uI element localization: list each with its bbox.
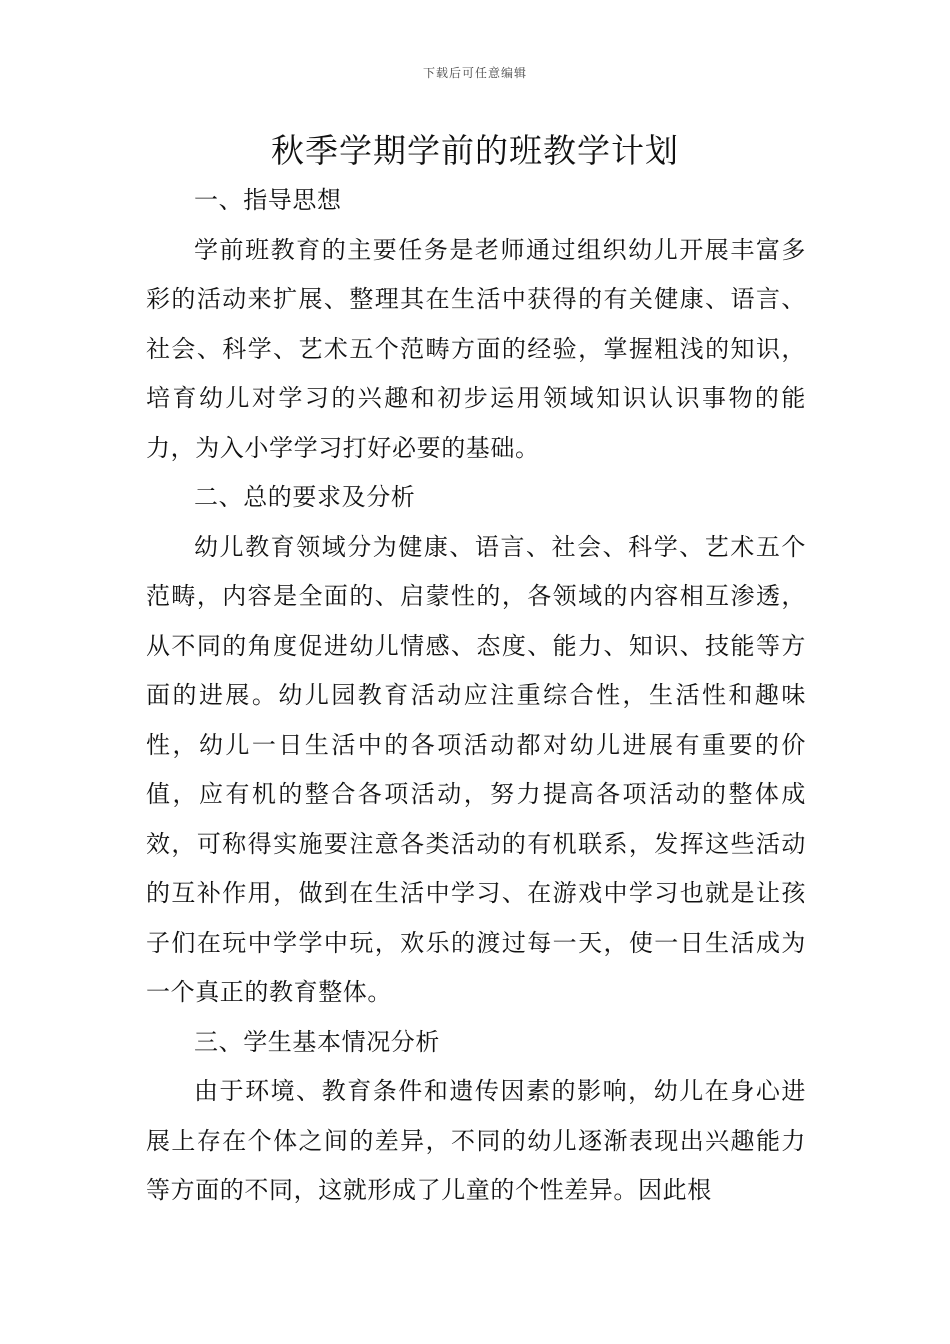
section-paragraph-1: 学前班教育的主要任务是老师通过组织幼儿开展丰富多彩的活动来扩展、整理其在生活中获得的有关健康、语言、社会、科学、艺术五个范畴方面的经验，掌握粗浅的知识，培育幼儿对学习的兴趣和初步运用领域知识认识事物的能力，为入小学学习打好必要的基础。 [146, 235, 806, 462]
section-heading-2: 二、总的要求及分析 [194, 483, 416, 511]
document-body [146, 176, 806, 1216]
section-heading-1: 一、指导思想 [194, 186, 342, 214]
section-paragraph-2: 幼儿教育领域分为健康、语言、社会、科学、艺术五个范畴，内容是全面的、启蒙性的，各领域的内容相互渗透，从不同的角度促进幼儿情感、态度、能力、知识、技能等方面的进展。幼儿园教育活动应注重综合性，生活性和趣味性，幼儿一日生活中的各项活动都对幼儿进展有重要的价值，应有机的整合各项活动，努力提高各项活动的整体成效，可称得实施要注意各类活动的有机联系，发挥这些活动的互补作用，做到在生活中学习、在游戏中学习也就是让孩子们在玩中学学中玩，欢乐的渡过每一天，使一日生活成为一个真正的教育整体。 [146, 532, 806, 1006]
section-heading-3: 三、学生基本情况分析 [194, 1027, 440, 1056]
header-note: 下载后可任意编辑 [422, 66, 527, 80]
section-paragraph-3: 由于环境、教育条件和遗传因素的影响，幼儿在身心进展上存在个体之间的差异，不同的幼儿逐渐表现出兴趣能力等方面的不同，这就形成了儿童的个性差异。因此根 [146, 1077, 806, 1204]
document-title: 秋季学期学前的班教学计划 [271, 131, 679, 170]
